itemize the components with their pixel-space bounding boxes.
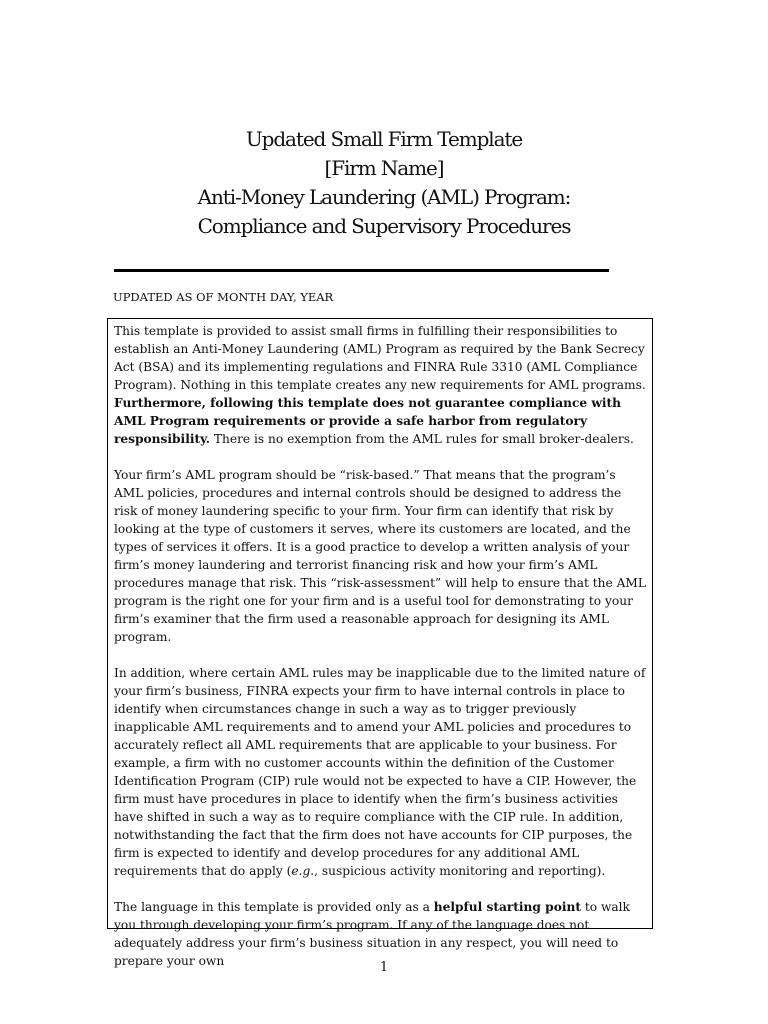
title-line-template: Updated Small Firm Template xyxy=(245,127,523,151)
intro-disclaimer-bold: Furthermore, following this template does not guarantee compliance with AML Program requirements or provide a safe harbor from regulatory responsibility. xyxy=(114,396,621,446)
intro-exemption-text: There is no exemption from the AML rules for small broker-dealers. xyxy=(210,432,634,446)
starting-point-bold: helpful starting point xyxy=(433,900,581,914)
controls-end-text: , suspicious activity monitoring and reporting). xyxy=(314,864,606,878)
page-title xyxy=(0,125,768,241)
title-line-procedures: Compliance and Supervisory Procedures xyxy=(197,214,571,238)
updated-date-line: UPDATED AS OF MONTH DAY, YEAR xyxy=(113,290,334,304)
notice-paragraph-intro xyxy=(114,322,647,448)
title-line-firm-name: [Firm Name] xyxy=(324,156,444,180)
notice-paragraph-risk-based: Your firm’s AML program should be “risk-based.” That means that the program’s AML policies, procedures and internal controls should be designed to address the risk of money laundering specific to your firm. Your firm can identify that risk by looking at the type of customers it serves, where its customers are located, and the types of services it offers. It is a good practice to develop a written analysis of your firm’s money laundering and terrorist financing risk and how your firm’s AML procedures manage that risk. This “risk-assessment” will help to ensure that the AML program is the right one for your firm and is a useful tool for demonstrating to your firm’s examiner that the firm used a reasonable approach for designing its AML program. xyxy=(114,468,646,644)
title-divider xyxy=(114,269,609,272)
starting-point-end-text: to walk you through developing your firm’s program. If any of the language does not adequately address your firm’s business situation in any respect, you will need to prepare your own xyxy=(114,900,630,968)
controls-eg-italic: e.g. xyxy=(291,864,315,878)
notice-paragraph-internal-controls xyxy=(114,664,647,880)
starting-point-text: The language in this template is provided only as a xyxy=(114,900,434,914)
template-notice-box xyxy=(107,318,653,968)
page-number: 1 xyxy=(379,960,389,975)
controls-text: In addition, where certain AML rules may be inapplicable due to the limited nature of your firm’s business, FINRA expects your firm to have internal controls in place to identify when circumstances change in such a way as to trigger previously inapplicable AML requirements and to amend your AML policies and procedures to accurately reflect all AML requirements that are applicable to your business. For example, a firm with no customer accounts within the definition of the Customer Identification Program (CIP) rule would not be expected to have a CIP. However, the firm must have procedures in place to identify when the firm’s business activities have shifted in such a way as to require compliance with the CIP rule. In addition, notwithstanding the fact that the firm does not have accounts for CIP purposes, the firm is expected to identify and develop procedures for any additional AML requirements that do apply ( xyxy=(114,666,646,878)
title-line-program: Anti-Money Laundering (AML) Program: xyxy=(197,185,571,209)
intro-text: This template is provided to assist small firms in fulfilling their responsibilities to establish an Anti-Money Laundering (AML) Program as required by the Bank Secrecy Act (BSA) and its implementing regulations and FINRA Rule 3310 (AML Compliance Program). Nothing in this template creates any new requirements for AML programs. xyxy=(114,324,646,392)
